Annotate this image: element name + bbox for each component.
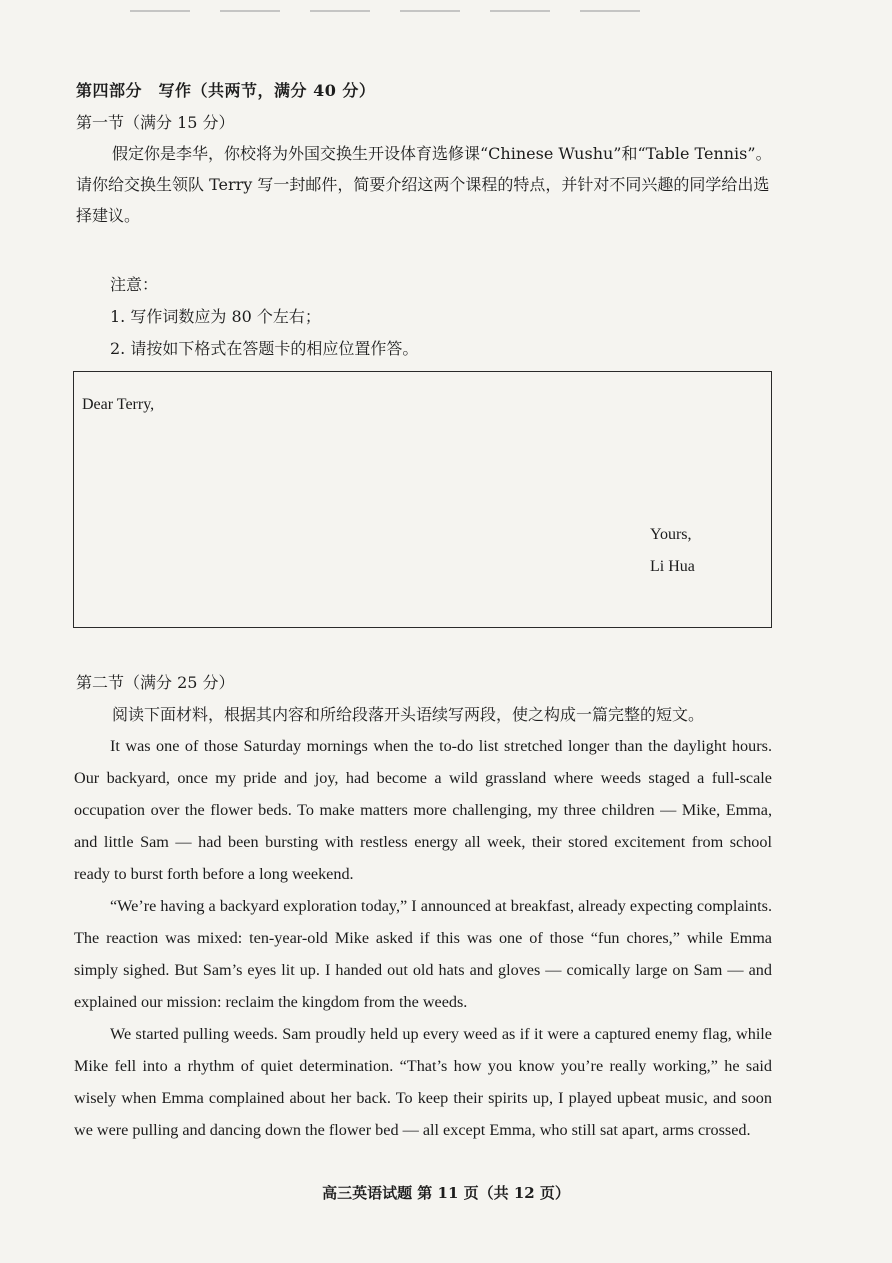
passage-paragraph: It was one of those Saturday mornings when the to-do list stretched longer than the daylight hours. Our backyard, once my pride and joy, had become a wild grassland where weeds staged a full-scale occupation over the flower beds. To make matters more challenging, my three children — Mike, Emma, and little Sam — had been bursting with restless energy all week, their stored excitement from school ready to burst forth before a long weekend.: [74, 737, 772, 883]
part2-title: 第二节（满分 25 分）: [76, 673, 235, 692]
passage-paragraph: We started pulling weeds. Sam proudly held up every weed as if it were a captured enemy flag, while Mike fell into a rhythm of quiet determination. “That’s how you know you’re really working,” he said wisely when Emma complained about her back. To keep their spirits up, I played upbeat music, and soon we were pulling and dancing down the flower bed — all except Emma, who still sat apart, arms crossed.: [74, 1025, 772, 1139]
part2-instruction: 阅读下面材料，根据其内容和所给段落开头语续写两段，使之构成一篇完整的短文。: [112, 705, 705, 724]
page-footer: 高三英语试题 第 11 页（共 12 页）: [322, 1184, 570, 1202]
top-border-line: [130, 10, 650, 12]
reading-passage: [74, 730, 772, 1146]
note-2: 2. 请按如下格式在答题卡的相应位置作答。: [110, 339, 419, 358]
part1-title: 第一节（满分 15 分）: [76, 113, 235, 132]
letter-signature: Li Hua: [650, 558, 695, 575]
letter-format-box: [73, 371, 772, 628]
letter-greeting: Dear Terry,: [82, 396, 155, 413]
part1-prompt: 假定你是李华，你校将为外国交换生开设体育选修课“Chinese Wushu”和“Table Tennis”。请你给交换生领队 Terry 写一封邮件，简要介绍这两个课程的特点，并针对不同兴趣的同学给出选择建议。: [76, 144, 772, 225]
passage-paragraph: “We’re having a backyard exploration today,” I announced at breakfast, already expecting complaints. The reaction was mixed: ten-year-old Mike asked if this was one of those “fun chores,” while Emma simply sighed. But Sam’s eyes lit up. I handed out old hats and gloves — comically large on Sam — and explained our mission: reclaim the kingdom from the weeds.: [74, 897, 772, 1011]
section-title: 第四部分 写作（共两节，满分 40 分）: [76, 81, 376, 100]
letter-closing: Yours,: [650, 526, 692, 543]
note-1: 1. 写作词数应为 80 个左右；: [110, 307, 321, 326]
notes-label: 注意：: [110, 275, 159, 294]
